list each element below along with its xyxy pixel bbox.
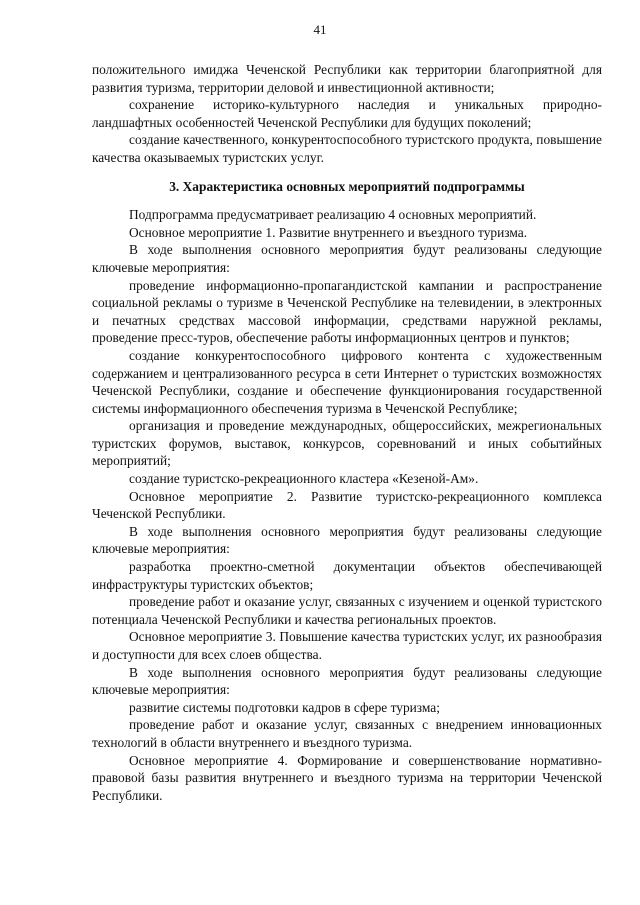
section-paragraph: разработка проектно-сметной документации объектов обеспечивающей инфраструктуры туристских объектов; xyxy=(92,559,602,592)
section-paragraph: Подпрограмма предусматривает реализацию 4 основных мероприятий. xyxy=(129,207,537,223)
section-paragraph: организация и проведение международных, общероссийских, межрегиональных туристских форумов, выставок, конкурсов, соревнований и иных событийных мероприятий; xyxy=(92,418,602,469)
section-paragraph: В ходе выполнения основного мероприятия будут реализованы следующие ключевые мероприятия: xyxy=(92,664,602,698)
section-paragraph: Основное мероприятие 4. Формирование и совершенствование нормативно-правовой базы развития внутреннего и въездного туризма на территории Чеченской Республики. xyxy=(92,752,602,803)
section-paragraph: проведение информационно-пропагандистской кампании и распространение социальной рекламы о туризме в Чеченской Республике на телевидении, в электронных и печатных средствах массовой информации, средствами наружной рекламы, проведение пресс-туров, обеспечение работы информационных центров и пунктов; xyxy=(92,277,602,346)
section-paragraph: Основное мероприятие 1. Развитие внутреннего и въездного туризма. xyxy=(129,224,528,240)
section-paragraph: Основное мероприятие 3. Повышение качества туристских услуг, их разнообразия и доступности для всех слоев общества. xyxy=(92,629,602,662)
section-paragraph: проведение работ и оказание услуг, связанных с внедрением инновационных технологий в области внутреннего и въездного туризма. xyxy=(92,717,602,750)
section-paragraph: В ходе выполнения основного мероприятия будут реализованы следующие ключевые мероприятия: xyxy=(92,242,602,275)
section-paragraph: Основное мероприятие 2. Развитие туристско-рекреационного комплекса Чеченской Республики. xyxy=(92,488,602,522)
section-paragraph: развитие системы подготовки кадров в сфере туризма; xyxy=(129,699,440,715)
section-paragraph: проведение работ и оказание услуг, связанных с изучением и оценкой туристского потенциала Чеченской Республики и качества региональных проектов. xyxy=(92,594,602,627)
intro-paragraph-0: положительного имиджа Чеченской Республики как территории благоприятной для развития туризма, территории деловой и инвестиционной активности; xyxy=(92,62,602,95)
section-paragraph: создание туристско-рекреационного кластера «Кезеной-Ам». xyxy=(129,471,479,487)
section-heading: 3. Характеристика основных мероприятий подпрограммы xyxy=(169,178,525,194)
section-paragraph: создание конкурентоспособного цифрового контента с художественным содержанием и централизованного ресурса в сети Интернет о туристских возможностях Чеченской Республики, создание и обеспечение функционирования государственной системы информационного обеспечения туризма в Чеченской Республике; xyxy=(92,347,602,416)
intro-paragraph-1: сохранение историко-культурного наследия и уникальных природно-ландшафтных особенностей Чеченской Республики для будущих поколений; xyxy=(92,97,602,130)
page-content xyxy=(92,61,602,804)
section-paragraph: В ходе выполнения основного мероприятия будут реализованы следующие ключевые мероприятия: xyxy=(92,523,602,557)
page-number: 41 xyxy=(313,22,327,37)
intro-paragraph-2: создание качественного, конкурентоспособного туристского продукта, повышение качества оказываемых туристских услуг. xyxy=(92,132,602,165)
